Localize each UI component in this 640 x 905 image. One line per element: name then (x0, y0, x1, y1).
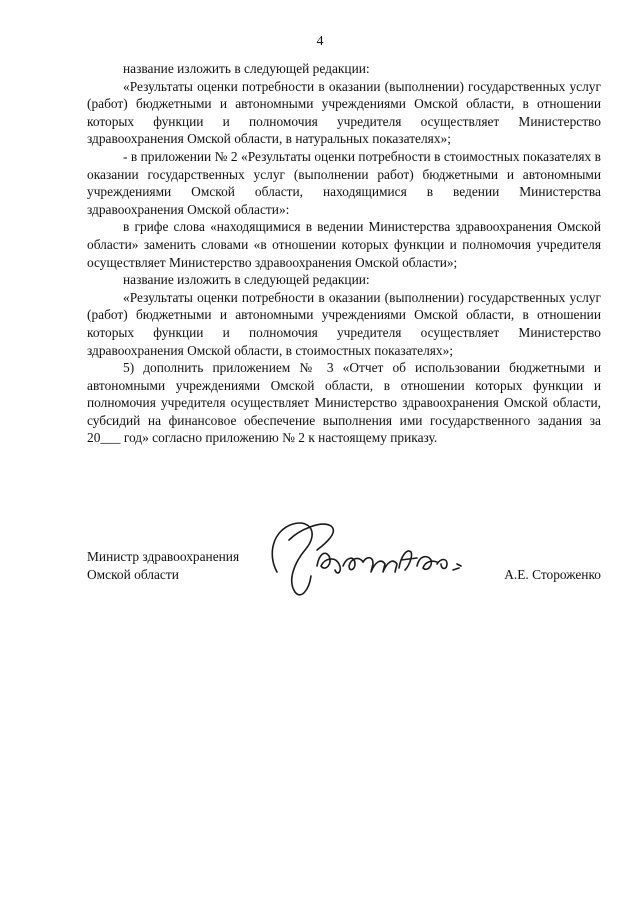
paragraph-1: название изложить в следующей редакции: (123, 61, 370, 76)
document-body (87, 60, 601, 447)
handwritten-signature (259, 510, 469, 610)
signatory-name: А.Е. Стороженко (504, 566, 601, 582)
paragraph-3: - в приложении № 2 «Результаты оценки потребности в стоимостных показателях в оказании государственных услуг (выполнении работ) бюджетными и автономными учреждениями Омской области, находящимися в ведении Министерства здравоохранения Омской области»: (87, 148, 601, 217)
signature-block (87, 548, 601, 608)
signatory-title-line2: Омской области (87, 566, 179, 582)
signatory-title (87, 548, 239, 583)
paragraph-2: «Результаты оценки потребности в оказании (выполнении) государственных услуг (работ) бюджетными и автономными учреждениями Омской области, в отношении которых функции и полномочия учредителя осуществляет Министерство здравоохранения Омской области, в натуральных показателях»; (87, 78, 601, 147)
page-number: 4 (316, 34, 324, 49)
signatory-title-line1: Министр здравоохранения (87, 549, 240, 564)
paragraph-6: «Результаты оценки потребности в оказании (выполнении) государственных услуг (работ) бюджетными и автономными учреждениями Омской области, в отношении которых функции и полномочия учредителя осуществляет Министерство здравоохранения Омской области, в стоимостных показателях»; (87, 289, 601, 358)
paragraph-4: в грифе слова «находящимися в ведении Министерства здравоохранения Омской области» заменить словами «в отношении которых функции и полномочия учредителя осуществляет Министерство здравоохранения Омской области»; (87, 219, 601, 270)
paragraph-5: название изложить в следующей редакции: (123, 272, 370, 288)
paragraph-7: 5) дополнить приложением № 3 «Отчет об использовании бюджетными и автономными учреждениями Омской области, в отношении которых функции и полномочия учредителя осуществляет Министерство здравоохранения Омской области, субсидий на финансовое обеспечение выполнения ими государственного задания за 20___ год» согласно приложению № 2 к настоящему приказу. (87, 360, 601, 446)
